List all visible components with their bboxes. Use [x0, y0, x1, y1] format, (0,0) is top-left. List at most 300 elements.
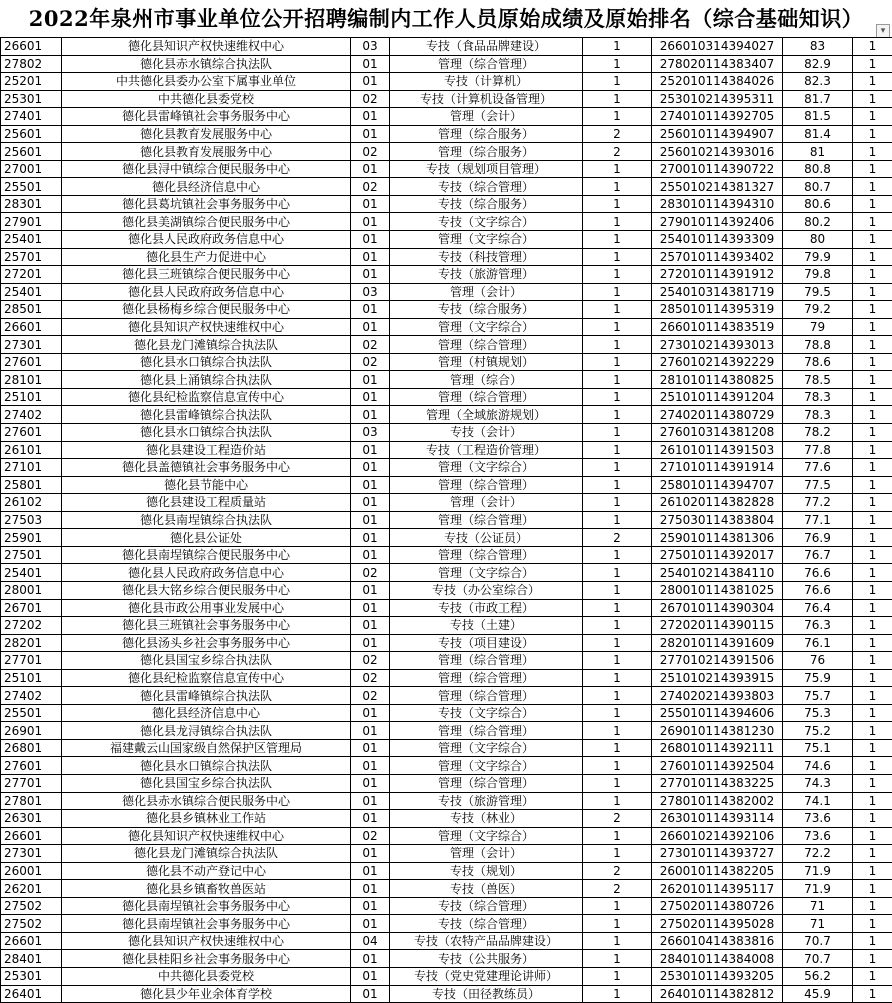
cell-rank: 1 [853, 880, 892, 898]
cell-ticket-number: 275020114380726 [652, 897, 783, 915]
cell-ticket-number: 258010114394707 [652, 476, 783, 494]
cell-unit-code: 25601 [1, 143, 62, 161]
cell-unit-code: 27202 [1, 617, 62, 635]
cell-rank: 1 [853, 388, 892, 406]
cell-hire-count: 1 [583, 652, 652, 670]
table-row [1, 774, 892, 792]
cell-rank: 1 [853, 160, 892, 178]
cell-unit-name: 德化县汤头乡社会事务服务中心 [62, 634, 351, 652]
cell-unit-name: 德化县建设工程质量站 [62, 494, 351, 512]
cell-position-code: 01 [351, 511, 390, 529]
cell-hire-count: 1 [583, 38, 652, 56]
table-row [1, 90, 892, 108]
cell-score: 83 [783, 38, 853, 56]
cell-unit-name: 德化县知识产权快速维权中心 [62, 38, 351, 56]
cell-ticket-number: 275020114395028 [652, 915, 783, 933]
cell-position-code: 02 [351, 178, 390, 196]
cell-rank: 1 [853, 283, 892, 301]
cell-position-name: 管理（综合服务） [390, 143, 583, 161]
table-row [1, 108, 892, 126]
cell-ticket-number: 280010114381025 [652, 581, 783, 599]
cell-hire-count: 1 [583, 266, 652, 284]
cell-ticket-number: 251010114391204 [652, 388, 783, 406]
cell-ticket-number: 281010114380825 [652, 371, 783, 389]
cell-score: 75.9 [783, 669, 853, 687]
table-row [1, 388, 892, 406]
table-row [1, 546, 892, 564]
cell-unit-name: 德化县桂阳乡社会事务服务中心 [62, 950, 351, 968]
cell-position-code: 02 [351, 564, 390, 582]
cell-hire-count: 1 [583, 985, 652, 1003]
table-row [1, 529, 892, 547]
cell-rank: 1 [853, 213, 892, 231]
table-row [1, 266, 892, 284]
cell-position-code: 02 [351, 687, 390, 705]
cell-position-code: 01 [351, 757, 390, 775]
cell-ticket-number: 274020114380729 [652, 406, 783, 424]
cell-unit-code: 26301 [1, 810, 62, 828]
cell-position-code: 01 [351, 739, 390, 757]
cell-rank: 1 [853, 581, 892, 599]
cell-unit-code: 27501 [1, 546, 62, 564]
table-row [1, 564, 892, 582]
cell-unit-name: 德化县三班镇社会事务服务中心 [62, 617, 351, 635]
cell-rank: 1 [853, 73, 892, 91]
cell-rank: 1 [853, 459, 892, 477]
cell-ticket-number: 267010114390304 [652, 599, 783, 617]
cell-hire-count: 1 [583, 318, 652, 336]
cell-position-code: 01 [351, 160, 390, 178]
cell-position-name: 管理（文字综合） [390, 231, 583, 249]
cell-unit-name: 德化县浔中镇综合便民服务中心 [62, 160, 351, 178]
cell-position-code: 01 [351, 406, 390, 424]
cell-position-name: 专技（工程造价管理） [390, 441, 583, 459]
cell-ticket-number: 253010114393205 [652, 967, 783, 985]
cell-position-code: 01 [351, 792, 390, 810]
cell-ticket-number: 273010214393013 [652, 336, 783, 354]
cell-unit-code: 26101 [1, 441, 62, 459]
cell-score: 77.8 [783, 441, 853, 459]
cell-rank: 1 [853, 178, 892, 196]
cell-position-name: 专技（旅游管理） [390, 266, 583, 284]
cell-unit-name: 德化县盖德镇社会事务服务中心 [62, 459, 351, 477]
cell-rank: 1 [853, 669, 892, 687]
cell-unit-name: 福建戴云山国家级自然保护区管理局 [62, 739, 351, 757]
table-row [1, 125, 892, 143]
table-row [1, 652, 892, 670]
cell-unit-code: 26901 [1, 722, 62, 740]
cell-unit-name: 德化县上涌镇综合执法队 [62, 371, 351, 389]
cell-hire-count: 1 [583, 792, 652, 810]
cell-rank: 1 [853, 108, 892, 126]
cell-position-code: 01 [351, 985, 390, 1003]
cell-score: 74.1 [783, 792, 853, 810]
cell-hire-count: 1 [583, 231, 652, 249]
cell-position-code: 01 [351, 897, 390, 915]
cell-unit-code: 26001 [1, 862, 62, 880]
cell-rank: 1 [853, 546, 892, 564]
cell-unit-code: 25401 [1, 564, 62, 582]
cell-ticket-number: 275030114383804 [652, 511, 783, 529]
cell-hire-count: 1 [583, 108, 652, 126]
cell-position-name: 专技（旅游管理） [390, 792, 583, 810]
cell-hire-count: 2 [583, 143, 652, 161]
table-row [1, 195, 892, 213]
cell-ticket-number: 277010214391506 [652, 652, 783, 670]
table-row [1, 459, 892, 477]
cell-unit-name: 中共德化县委党校 [62, 90, 351, 108]
cell-unit-code: 27701 [1, 774, 62, 792]
cell-position-name: 专技（文字综合） [390, 704, 583, 722]
cell-hire-count: 1 [583, 669, 652, 687]
cell-score: 79 [783, 318, 853, 336]
cell-score: 81.5 [783, 108, 853, 126]
cell-rank: 1 [853, 301, 892, 319]
cell-unit-code: 25101 [1, 669, 62, 687]
cell-unit-code: 27601 [1, 424, 62, 442]
cell-unit-code: 25501 [1, 704, 62, 722]
cell-ticket-number: 278020114383407 [652, 55, 783, 73]
cell-rank: 1 [853, 125, 892, 143]
table-row [1, 897, 892, 915]
cell-hire-count: 1 [583, 915, 652, 933]
cell-ticket-number: 262010114395117 [652, 880, 783, 898]
cell-hire-count: 1 [583, 687, 652, 705]
cell-position-name: 专技（综合服务） [390, 301, 583, 319]
cell-position-code: 02 [351, 827, 390, 845]
cell-score: 81 [783, 143, 853, 161]
cell-position-code: 01 [351, 967, 390, 985]
cell-unit-code: 27502 [1, 897, 62, 915]
cell-position-code: 01 [351, 213, 390, 231]
cell-ticket-number: 269010114381230 [652, 722, 783, 740]
cell-ticket-number: 266010114383519 [652, 318, 783, 336]
cell-score: 74.6 [783, 757, 853, 775]
cell-unit-name: 德化县经济信息中心 [62, 704, 351, 722]
cell-ticket-number: 282010114391609 [652, 634, 783, 652]
cell-score: 80.7 [783, 178, 853, 196]
table-row [1, 757, 892, 775]
cell-rank: 1 [853, 967, 892, 985]
cell-score: 80 [783, 231, 853, 249]
cell-rank: 1 [853, 897, 892, 915]
cell-hire-count: 2 [583, 880, 652, 898]
cell-unit-code: 27601 [1, 757, 62, 775]
cell-unit-name: 德化县建设工程造价站 [62, 441, 351, 459]
cell-unit-name: 德化县市政公用事业发展中心 [62, 599, 351, 617]
cell-hire-count: 1 [583, 932, 652, 950]
cell-unit-name: 德化县赤水镇综合便民服务中心 [62, 792, 351, 810]
cell-position-name: 管理（文字综合） [390, 318, 583, 336]
cell-unit-code: 28001 [1, 581, 62, 599]
cell-rank: 1 [853, 529, 892, 547]
cell-unit-name: 德化县葛坑镇社会事务服务中心 [62, 195, 351, 213]
page-title: 2022年泉州市事业单位公开招聘编制内工作人员原始成绩及原始排名（综合基础知识） [0, 0, 892, 38]
cell-score: 81.7 [783, 90, 853, 108]
table-row [1, 599, 892, 617]
cell-unit-code: 26201 [1, 880, 62, 898]
cell-score: 79.5 [783, 283, 853, 301]
cell-score: 82.9 [783, 55, 853, 73]
cell-score: 76.6 [783, 564, 853, 582]
cell-score: 75.3 [783, 704, 853, 722]
cell-unit-name: 德化县生产力促进中心 [62, 248, 351, 266]
cell-position-name: 专技（规划） [390, 862, 583, 880]
cell-position-name: 管理（文字综合） [390, 757, 583, 775]
cell-unit-code: 28301 [1, 195, 62, 213]
cell-unit-name: 德化县节能中心 [62, 476, 351, 494]
cell-position-code: 01 [351, 73, 390, 91]
cell-position-name: 专技（林业） [390, 810, 583, 828]
cell-unit-name: 德化县水口镇综合执法队 [62, 757, 351, 775]
cell-position-name: 专技（兽医） [390, 880, 583, 898]
cell-unit-code: 27502 [1, 915, 62, 933]
table-row [1, 862, 892, 880]
cell-rank: 1 [853, 739, 892, 757]
cell-unit-name: 德化县少年业余体育学校 [62, 985, 351, 1003]
cell-rank: 1 [853, 687, 892, 705]
table-row [1, 406, 892, 424]
cell-position-name: 专技（会计） [390, 424, 583, 442]
cell-hire-count: 1 [583, 248, 652, 266]
cell-position-name: 管理（综合管理） [390, 476, 583, 494]
table-row [1, 845, 892, 863]
cell-unit-name: 德化县乡镇畜牧兽医站 [62, 880, 351, 898]
cell-score: 75.7 [783, 687, 853, 705]
cell-position-name: 专技（食品品牌建设） [390, 38, 583, 56]
cell-unit-name: 德化县杨梅乡综合便民服务中心 [62, 301, 351, 319]
cell-rank: 1 [853, 862, 892, 880]
cell-unit-code: 28401 [1, 950, 62, 968]
cell-unit-name: 德化县乡镇林业工作站 [62, 810, 351, 828]
cell-unit-name: 德化县国宝乡综合执法队 [62, 774, 351, 792]
cell-rank: 1 [853, 757, 892, 775]
cell-unit-code: 25401 [1, 231, 62, 249]
cell-ticket-number: 276010214392229 [652, 353, 783, 371]
cell-unit-code: 26102 [1, 494, 62, 512]
cell-score: 79.2 [783, 301, 853, 319]
cell-unit-code: 28201 [1, 634, 62, 652]
cell-ticket-number: 257010114393402 [652, 248, 783, 266]
cell-score: 78.6 [783, 353, 853, 371]
cell-unit-name: 德化县南埕镇社会事务服务中心 [62, 915, 351, 933]
cell-position-name: 专技（市政工程） [390, 599, 583, 617]
cell-rank: 1 [853, 266, 892, 284]
cell-hire-count: 1 [583, 178, 652, 196]
cell-ticket-number: 266010314394027 [652, 38, 783, 56]
table-row [1, 424, 892, 442]
table-row [1, 634, 892, 652]
cell-rank: 1 [853, 564, 892, 582]
cell-score: 78.8 [783, 336, 853, 354]
cell-score: 45.9 [783, 985, 853, 1003]
cell-unit-name: 德化县雷峰镇社会事务服务中心 [62, 108, 351, 126]
cell-unit-code: 27402 [1, 406, 62, 424]
cell-score: 71 [783, 897, 853, 915]
cell-hire-count: 1 [583, 599, 652, 617]
cell-rank: 1 [853, 195, 892, 213]
table-row [1, 213, 892, 231]
cell-unit-code: 27001 [1, 160, 62, 178]
cell-hire-count: 2 [583, 810, 652, 828]
cell-unit-code: 27101 [1, 459, 62, 477]
table-row [1, 371, 892, 389]
cell-ticket-number: 264010114382812 [652, 985, 783, 1003]
cell-score: 73.6 [783, 827, 853, 845]
cell-unit-name: 德化县美湖镇综合便民服务中心 [62, 213, 351, 231]
cell-position-code: 01 [351, 55, 390, 73]
cell-score: 75.1 [783, 739, 853, 757]
cell-position-code: 02 [351, 669, 390, 687]
cell-unit-code: 25301 [1, 967, 62, 985]
cell-rank: 1 [853, 336, 892, 354]
cell-position-name: 专技（规划项目管理） [390, 160, 583, 178]
cell-ticket-number: 254010214384110 [652, 564, 783, 582]
table-row [1, 810, 892, 828]
cell-position-name: 管理（文字综合） [390, 564, 583, 582]
cell-position-name: 专技（文字综合） [390, 213, 583, 231]
cell-ticket-number: 254010314381719 [652, 283, 783, 301]
cell-position-name: 管理（会计） [390, 283, 583, 301]
table-row [1, 73, 892, 91]
cell-hire-count: 1 [583, 757, 652, 775]
cell-unit-code: 25301 [1, 90, 62, 108]
cell-unit-name: 德化县知识产权快速维权中心 [62, 932, 351, 950]
cell-score: 76.3 [783, 617, 853, 635]
cell-score: 78.3 [783, 388, 853, 406]
table-row [1, 231, 892, 249]
cell-position-code: 01 [351, 950, 390, 968]
cell-hire-count: 1 [583, 845, 652, 863]
cell-score: 77.1 [783, 511, 853, 529]
table-row [1, 143, 892, 161]
cell-ticket-number: 266010214392106 [652, 827, 783, 845]
table-row [1, 353, 892, 371]
cell-position-code: 01 [351, 915, 390, 933]
cell-hire-count: 1 [583, 774, 652, 792]
table-row [1, 880, 892, 898]
cell-position-name: 专技（办公室综合） [390, 581, 583, 599]
cell-rank: 1 [853, 441, 892, 459]
cell-unit-name: 德化县人民政府政务信息中心 [62, 231, 351, 249]
cell-position-name: 专技（公证员） [390, 529, 583, 547]
cell-ticket-number: 261010114391503 [652, 441, 783, 459]
cell-position-code: 01 [351, 195, 390, 213]
cell-unit-code: 27402 [1, 687, 62, 705]
cell-unit-code: 27701 [1, 652, 62, 670]
cell-hire-count: 1 [583, 704, 652, 722]
cell-position-code: 02 [351, 353, 390, 371]
cell-rank: 1 [853, 950, 892, 968]
results-table [0, 37, 892, 1003]
cell-position-code: 01 [351, 810, 390, 828]
cell-ticket-number: 256010214393016 [652, 143, 783, 161]
cell-rank: 1 [853, 38, 892, 56]
cell-position-name: 专技（土建） [390, 617, 583, 635]
cell-unit-code: 26601 [1, 38, 62, 56]
cell-hire-count: 1 [583, 301, 652, 319]
cell-position-code: 01 [351, 862, 390, 880]
cell-hire-count: 1 [583, 722, 652, 740]
table-row [1, 967, 892, 985]
cell-rank: 1 [853, 143, 892, 161]
cell-unit-name: 德化县公证处 [62, 529, 351, 547]
cell-hire-count: 1 [583, 739, 652, 757]
table-row [1, 38, 892, 56]
cell-unit-code: 27801 [1, 792, 62, 810]
cell-hire-count: 1 [583, 424, 652, 442]
cell-ticket-number: 268010114392111 [652, 739, 783, 757]
cell-hire-count: 1 [583, 581, 652, 599]
cell-unit-name: 德化县人民政府政务信息中心 [62, 564, 351, 582]
cell-unit-name: 德化县雷峰镇综合执法队 [62, 687, 351, 705]
table-row [1, 722, 892, 740]
cell-score: 80.8 [783, 160, 853, 178]
cell-hire-count: 1 [583, 617, 652, 635]
cell-unit-name: 德化县知识产权快速维权中心 [62, 318, 351, 336]
cell-position-name: 管理（综合管理） [390, 511, 583, 529]
cell-position-code: 01 [351, 581, 390, 599]
cell-score: 75.2 [783, 722, 853, 740]
cell-hire-count: 1 [583, 336, 652, 354]
cell-unit-code: 25601 [1, 125, 62, 143]
cell-unit-name: 德化县南埕镇综合执法队 [62, 511, 351, 529]
cell-position-code: 01 [351, 125, 390, 143]
cell-hire-count: 1 [583, 353, 652, 371]
cell-hire-count: 1 [583, 827, 652, 845]
cell-position-name: 专技（党史党建理论讲师） [390, 967, 583, 985]
table-row [1, 178, 892, 196]
cell-unit-name: 德化县龙门滩镇综合执法队 [62, 845, 351, 863]
cell-hire-count: 1 [583, 213, 652, 231]
cell-position-name: 专技（农特产品品牌建设） [390, 932, 583, 950]
cell-hire-count: 1 [583, 406, 652, 424]
cell-position-code: 01 [351, 476, 390, 494]
cell-hire-count: 2 [583, 862, 652, 880]
cell-score: 76.9 [783, 529, 853, 547]
cell-unit-name: 德化县大铭乡综合便民服务中心 [62, 581, 351, 599]
cell-position-code: 01 [351, 634, 390, 652]
cell-unit-code: 27301 [1, 845, 62, 863]
cell-position-code: 01 [351, 266, 390, 284]
cell-unit-code: 25901 [1, 529, 62, 547]
cell-rank: 1 [853, 704, 892, 722]
cell-unit-code: 27201 [1, 266, 62, 284]
cell-position-code: 01 [351, 529, 390, 547]
cell-score: 82.3 [783, 73, 853, 91]
cell-position-name: 专技（科技管理） [390, 248, 583, 266]
cell-position-name: 管理（会计） [390, 494, 583, 512]
cell-position-name: 专技（综合管理） [390, 178, 583, 196]
cell-unit-name: 德化县南埕镇社会事务服务中心 [62, 897, 351, 915]
cell-hire-count: 1 [583, 564, 652, 582]
table-row [1, 336, 892, 354]
cell-unit-name: 中共德化县委党校 [62, 967, 351, 985]
cell-rank: 1 [853, 722, 892, 740]
cell-rank: 1 [853, 810, 892, 828]
cell-rank: 1 [853, 617, 892, 635]
cell-rank: 1 [853, 90, 892, 108]
cell-unit-name: 德化县纪检监察信息宣传中心 [62, 669, 351, 687]
table-row [1, 704, 892, 722]
cell-rank: 1 [853, 634, 892, 652]
cell-unit-name: 德化县水口镇综合执法队 [62, 353, 351, 371]
cell-position-code: 01 [351, 546, 390, 564]
cell-ticket-number: 273010114393727 [652, 845, 783, 863]
filter-dropdown-icon[interactable]: ▾ [876, 24, 890, 38]
cell-position-code: 01 [351, 845, 390, 863]
cell-position-code: 03 [351, 424, 390, 442]
